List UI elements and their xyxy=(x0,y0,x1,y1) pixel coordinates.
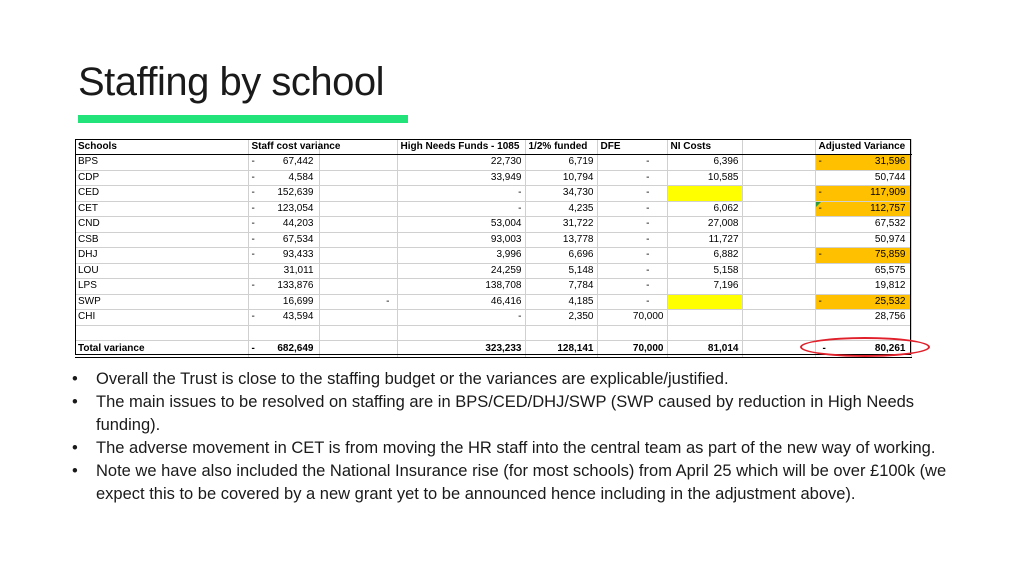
sign: - xyxy=(251,171,255,183)
value: - xyxy=(646,295,650,307)
spacer-cell xyxy=(742,340,815,357)
total-high-needs: 323,233 xyxy=(397,340,525,357)
value: - xyxy=(646,264,650,276)
empty-cell xyxy=(248,325,319,340)
spacer-cell xyxy=(742,279,815,295)
spacer-cell xyxy=(319,248,397,264)
sign: - xyxy=(251,280,255,292)
value: - xyxy=(646,218,650,230)
dfe-cell xyxy=(597,201,667,217)
value: 50,744 xyxy=(874,171,906,183)
total-adjusted-variance xyxy=(815,340,911,357)
bullet-item xyxy=(70,368,950,391)
empty-cell xyxy=(75,325,248,340)
ni-costs-cell: 6,882 xyxy=(667,248,742,264)
bullet-text: Overall the Trust is close to the staffing budget or the variances are explicable/justified. xyxy=(96,370,729,388)
sign: - xyxy=(818,202,822,214)
school-cell: LOU xyxy=(75,263,248,279)
spacer-cell xyxy=(742,155,815,171)
spacer-cell xyxy=(319,294,397,310)
table-header-row xyxy=(75,139,911,155)
empty-cell xyxy=(667,325,742,340)
table-row xyxy=(75,186,911,202)
staff-cost-variance-cell xyxy=(248,294,319,310)
value: 28,756 xyxy=(874,311,906,323)
column-header: NI Costs xyxy=(667,139,742,155)
value: 65,575 xyxy=(874,264,906,276)
value: 67,442 xyxy=(282,156,314,168)
ni-costs-cell: 6,396 xyxy=(667,155,742,171)
value: 70,000 xyxy=(632,311,664,323)
sign: - xyxy=(818,249,822,261)
high-needs-cell: 46,416 xyxy=(397,294,525,310)
adjusted-variance-cell xyxy=(815,186,911,202)
dfe-cell xyxy=(597,310,667,326)
dfe-cell xyxy=(597,170,667,186)
comment-flag xyxy=(816,202,821,207)
sign: - xyxy=(386,295,390,307)
adjusted-variance-cell xyxy=(815,248,911,264)
table-row xyxy=(75,279,911,295)
staff-cost-variance-cell xyxy=(248,263,319,279)
high-needs-cell: 53,004 xyxy=(397,217,525,233)
half-percent-cell: 6,696 xyxy=(525,248,597,264)
value: 67,532 xyxy=(874,218,906,230)
spacer-cell xyxy=(319,155,397,171)
value: 19,812 xyxy=(874,280,906,292)
bullet-dot-icon: • xyxy=(72,370,78,388)
total-row xyxy=(75,340,911,357)
sign: - xyxy=(251,202,255,214)
column-header: High Needs Funds - 1085 xyxy=(397,139,525,155)
school-cell: CSB xyxy=(75,232,248,248)
high-needs-cell: 3,996 xyxy=(397,248,525,264)
empty-cell xyxy=(525,325,597,340)
bullet-dot-icon: • xyxy=(72,393,78,411)
spacer-cell xyxy=(319,263,397,279)
value: 117,909 xyxy=(870,187,906,199)
value: - xyxy=(646,202,650,214)
adjusted-variance-cell xyxy=(815,232,911,248)
table-row xyxy=(75,263,911,279)
sign: - xyxy=(251,249,255,261)
sign: - xyxy=(818,156,822,168)
sign: - xyxy=(251,233,255,245)
staff-cost-variance-cell xyxy=(248,248,319,264)
spacer-cell xyxy=(319,340,397,357)
dfe-cell xyxy=(597,155,667,171)
bullet-text: Note we have also included the National Insurance rise (for most schools) from April 25 which will be over £100k (we expect this to be covered by a new grant yet to be announced hence including in the adjustment above). xyxy=(96,462,947,503)
spacer-cell xyxy=(319,186,397,202)
ni-costs-cell xyxy=(667,186,742,202)
value: 16,699 xyxy=(282,295,314,307)
table-row xyxy=(75,232,911,248)
value: 50,974 xyxy=(874,233,906,245)
total-ni-costs: 81,014 xyxy=(667,340,742,357)
school-cell: SWP xyxy=(75,294,248,310)
dfe-cell xyxy=(597,279,667,295)
school-cell: DHJ xyxy=(75,248,248,264)
half-percent-cell: 4,185 xyxy=(525,294,597,310)
school-cell: CHI xyxy=(75,310,248,326)
spacer-cell xyxy=(742,217,815,233)
adjusted-variance-cell xyxy=(815,217,911,233)
high-needs-cell: - xyxy=(397,310,525,326)
high-needs-cell: 33,949 xyxy=(397,170,525,186)
half-percent-cell: 7,784 xyxy=(525,279,597,295)
empty-cell xyxy=(397,325,525,340)
half-percent-cell: 10,794 xyxy=(525,170,597,186)
value: - xyxy=(646,280,650,292)
page-title: Staffing by school xyxy=(78,60,385,104)
high-needs-cell: - xyxy=(397,186,525,202)
value: 75,859 xyxy=(874,249,906,261)
value: 25,532 xyxy=(874,295,906,307)
half-percent-cell: 6,719 xyxy=(525,155,597,171)
empty-cell xyxy=(815,325,911,340)
half-percent-cell: 31,722 xyxy=(525,217,597,233)
empty-cell xyxy=(597,325,667,340)
bullet-item xyxy=(70,437,950,460)
column-header: DFE xyxy=(597,139,667,155)
total-label: Total variance xyxy=(75,340,248,357)
total-dfe: 70,000 xyxy=(597,340,667,357)
staff-cost-variance-cell xyxy=(248,170,319,186)
school-cell: LPS xyxy=(75,279,248,295)
adjusted-variance-cell xyxy=(815,201,911,217)
spacer-cell xyxy=(742,294,815,310)
half-percent-cell: 34,730 xyxy=(525,186,597,202)
dfe-cell xyxy=(597,294,667,310)
sign: - xyxy=(251,156,255,168)
staff-cost-variance-cell xyxy=(248,279,319,295)
value: 44,203 xyxy=(282,218,314,230)
bullet-item xyxy=(70,460,950,506)
adjusted-variance-cell xyxy=(815,279,911,295)
value: 133,876 xyxy=(277,280,314,292)
value: - xyxy=(646,187,650,199)
spacer-cell xyxy=(319,310,397,326)
value: 152,639 xyxy=(277,187,314,199)
value: 4,584 xyxy=(288,171,314,183)
ni-costs-cell: 6,062 xyxy=(667,201,742,217)
value: 80,261 xyxy=(874,342,906,354)
ni-costs-cell xyxy=(667,310,742,326)
staff-cost-variance-cell xyxy=(248,155,319,171)
table-row xyxy=(75,294,911,310)
table-row xyxy=(75,310,911,326)
half-percent-cell: 13,778 xyxy=(525,232,597,248)
spacer-cell xyxy=(319,170,397,186)
column-header: 1/2% funded xyxy=(525,139,597,155)
adjusted-variance-cell xyxy=(815,155,911,171)
blank-row xyxy=(75,325,911,340)
total-half-percent: 128,141 xyxy=(525,340,597,357)
table-row xyxy=(75,248,911,264)
column-header: Staff cost variance xyxy=(248,139,319,155)
sign: - xyxy=(822,342,826,354)
spacer-cell xyxy=(319,232,397,248)
half-percent-cell: 4,235 xyxy=(525,201,597,217)
sign: - xyxy=(251,218,255,230)
ni-costs-cell: 10,585 xyxy=(667,170,742,186)
adjusted-variance-cell xyxy=(815,294,911,310)
school-cell: BPS xyxy=(75,155,248,171)
spacer-cell xyxy=(742,263,815,279)
spacer-cell xyxy=(742,248,815,264)
value: - xyxy=(646,249,650,261)
spacer-cell xyxy=(319,201,397,217)
value: 67,534 xyxy=(282,233,314,245)
value: 31,596 xyxy=(874,156,906,168)
value: - xyxy=(646,156,650,168)
table-row xyxy=(75,201,911,217)
dfe-cell xyxy=(597,232,667,248)
table-row xyxy=(75,170,911,186)
bullet-dot-icon: • xyxy=(72,439,78,457)
high-needs-cell: - xyxy=(397,201,525,217)
bullet-text: The adverse movement in CET is from moving the HR staff into the central team as part of the new way of working. xyxy=(96,439,936,457)
half-percent-cell: 5,148 xyxy=(525,263,597,279)
value: 112,757 xyxy=(870,202,906,214)
spacer-cell xyxy=(742,170,815,186)
high-needs-cell: 93,003 xyxy=(397,232,525,248)
spacer-cell xyxy=(742,232,815,248)
dfe-cell xyxy=(597,217,667,233)
half-percent-cell: 2,350 xyxy=(525,310,597,326)
table-row xyxy=(75,155,911,171)
value: 682,649 xyxy=(277,342,314,354)
table-row xyxy=(75,217,911,233)
bullet-item xyxy=(70,391,950,437)
school-cell: CED xyxy=(75,186,248,202)
title-accent-bar xyxy=(78,115,408,123)
adjusted-variance-cell xyxy=(815,170,911,186)
staff-cost-variance-cell xyxy=(248,201,319,217)
value: 93,433 xyxy=(282,249,314,261)
sign: - xyxy=(251,342,255,354)
adjusted-variance-cell xyxy=(815,310,911,326)
empty-cell xyxy=(319,325,397,340)
high-needs-cell: 138,708 xyxy=(397,279,525,295)
ni-costs-cell xyxy=(667,294,742,310)
column-header: Schools xyxy=(75,139,248,155)
dfe-cell xyxy=(597,186,667,202)
value: 43,594 xyxy=(282,311,314,323)
staff-cost-variance-cell xyxy=(248,310,319,326)
value: 123,054 xyxy=(277,202,314,214)
sign: - xyxy=(251,187,255,199)
value: - xyxy=(646,233,650,245)
staff-cost-variance-cell xyxy=(248,186,319,202)
variance-table xyxy=(75,139,912,358)
empty-cell xyxy=(742,325,815,340)
ni-costs-cell: 7,196 xyxy=(667,279,742,295)
sign: - xyxy=(251,311,255,323)
spacer-cell xyxy=(742,201,815,217)
total-staff-cost-variance xyxy=(248,340,319,357)
school-cell: CDP xyxy=(75,170,248,186)
sign: - xyxy=(818,295,822,307)
high-needs-cell: 22,730 xyxy=(397,155,525,171)
ni-costs-cell: 27,008 xyxy=(667,217,742,233)
spacer-cell xyxy=(742,186,815,202)
sign: - xyxy=(818,187,822,199)
ni-costs-cell: 11,727 xyxy=(667,232,742,248)
bullet-text: The main issues to be resolved on staffing are in BPS/CED/DHJ/SWP (SWP caused by reduction in High Needs funding). xyxy=(96,393,915,434)
high-needs-cell: 24,259 xyxy=(397,263,525,279)
dfe-cell xyxy=(597,248,667,264)
spacer-cell xyxy=(742,310,815,326)
adjusted-variance-cell xyxy=(815,263,911,279)
column-header: Adjusted Variance xyxy=(815,139,911,155)
staff-cost-variance-cell xyxy=(248,217,319,233)
dfe-cell xyxy=(597,263,667,279)
bullet-list xyxy=(70,368,950,506)
school-cell: CND xyxy=(75,217,248,233)
spacer-cell xyxy=(319,279,397,295)
staff-cost-variance-cell xyxy=(248,232,319,248)
value: 31,011 xyxy=(283,264,314,276)
ni-costs-cell: 5,158 xyxy=(667,263,742,279)
school-cell: CET xyxy=(75,201,248,217)
column-header xyxy=(742,139,815,155)
bullet-dot-icon: • xyxy=(72,462,78,480)
spacer-cell xyxy=(319,217,397,233)
value: - xyxy=(646,171,650,183)
